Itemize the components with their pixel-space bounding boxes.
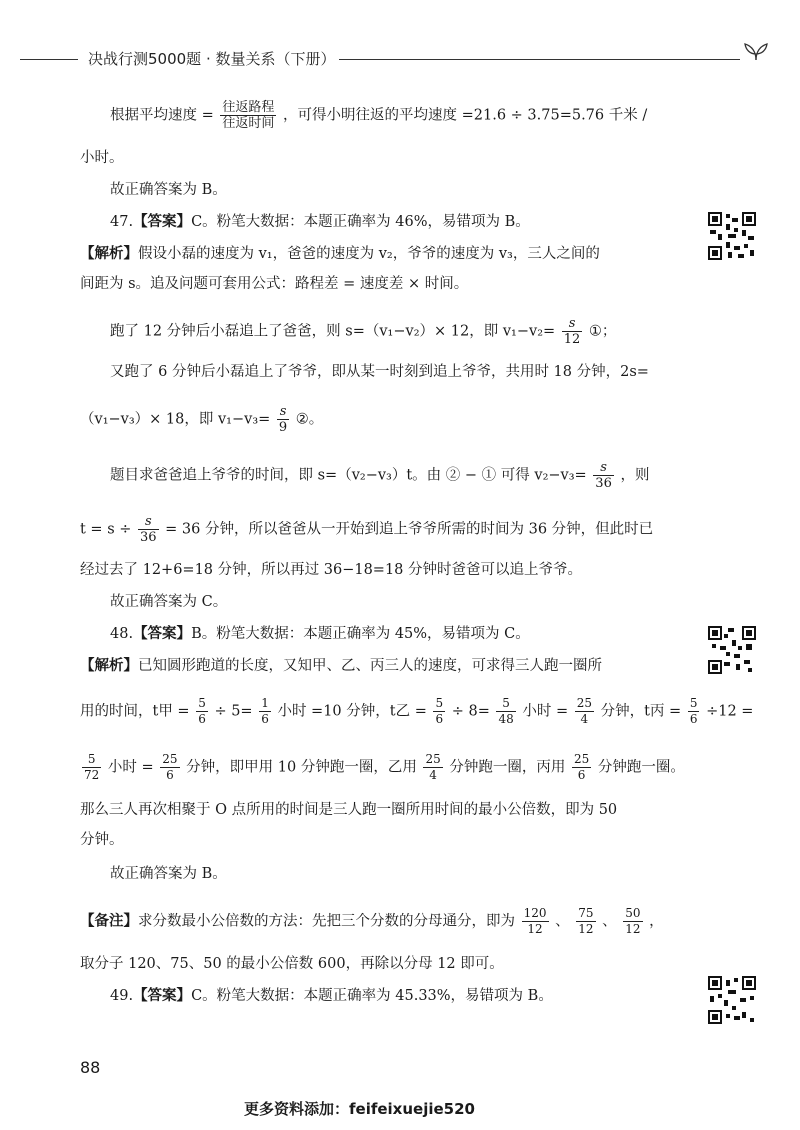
fraction: $\frac{s}{9}$ (278, 404, 288, 435)
text-line: $\frac{5}{72}$ 小时 = $\frac{25}{6}$ 分钟，即甲用 10 分钟跑一圈，乙用 $\frac{25}{4}$ 分钟跑一圈，丙用 $\frac{25}{6}$ 分钟跑一圈。 (84, 752, 685, 782)
running-header (0, 44, 760, 74)
fraction: $\frac{s}{12}$ (563, 316, 581, 347)
fraction: $\frac{25}{4}$ (576, 696, 593, 726)
text-line: 故正确答案为 B。 (110, 866, 227, 882)
fraction: $\frac{5}{6}$ (435, 696, 444, 726)
header-title: 决战行测5000题 · 数量关系（下册） (84, 48, 339, 69)
fraction: $\frac{5}{48}$ (498, 696, 514, 726)
fraction: $\frac{\text{往返路程}}{\text{往返时间}}$ (222, 100, 275, 131)
fraction: $\frac{75}{12}$ (578, 906, 594, 936)
fraction: $\frac{5}{6}$ (689, 696, 698, 726)
text-line: 分钟。 (80, 832, 124, 848)
note-line: 【备注】求分数最小公倍数的方法：先把三个分数的分母通分，即为 $\frac{120}{12}$ 、 $\frac{75}{12}$ 、 $\frac{50}{12}$ ， (80, 906, 664, 936)
page-number: 88 (80, 1058, 101, 1077)
leaf-icon (742, 40, 770, 62)
text-line: 又跑了 6 分钟后小磊追上了爷爷，即从某一时刻到追上爷爷，共用时 18 分钟，2s= (110, 364, 649, 380)
fraction: $\frac{5}{6}$ (198, 696, 206, 726)
fraction: $\frac{s}{36}$ (595, 460, 612, 491)
text-line: 小时。 (80, 150, 124, 166)
analysis-line: 【解析】已知圆形跑道的长度，又知甲、乙、丙三人的速度，可求得三人跑一圈所 (80, 658, 602, 674)
text-line: 跑了 12 分钟后小磊追上了爸爸，则 s=（v₁−v₂）× 12，即 v₁−v₂= $\frac{s}{12}$ ①； (110, 316, 617, 347)
qr-code-icon[interactable] (708, 976, 756, 1024)
text-line: 那么三人再次相聚于 O 点所用的时间是三人跑一圈所用时间的最小公倍数，即为 50 (80, 802, 618, 818)
analysis-line: 【解析】假设小磊的速度为 v₁，爸爸的速度为 v₂，爷爷的速度为 v₃，三人之间的 (80, 246, 600, 262)
answer-line-47: 47.【答案】C。粉笔大数据：本题正确率为 46%，易错项为 B。 (110, 214, 530, 230)
fraction: $\frac{50}{12}$ (625, 906, 641, 936)
header-rule-left (20, 59, 78, 60)
footer-note: 更多资料添加：feifeixuejie520 (244, 1100, 475, 1118)
fraction: $\frac{120}{12}$ (523, 906, 547, 936)
qr-code-icon[interactable] (708, 626, 756, 674)
answer-line-49: 49.【答案】C。粉笔大数据：本题正确率为 45.33%，易错项为 B。 (110, 988, 553, 1004)
fraction: $\frac{25}{4}$ (425, 752, 441, 782)
text-line: 间距为 s。追及问题可套用公式：路程差 = 速度差 × 时间。 (80, 276, 469, 292)
text-line: 取分子 120、75、50 的最小公倍数 600，再除以分母 12 即可。 (80, 956, 504, 972)
fraction: $\frac{1}{6}$ (261, 696, 269, 726)
text-line: 经过去了 12+6=18 分钟，所以再过 36−18=18 分钟时爸爸可以追上爷爷。 (80, 562, 583, 578)
qr-code-icon[interactable] (708, 212, 756, 260)
fraction: $\frac{25}{6}$ (162, 752, 178, 782)
text-line: 题目求爸爸追上爷爷的时间，即 s=（v₂−v₃）t。由 ② − ① 可得 v₂−v₃= $\frac{s}{36}$ ，则 (110, 460, 650, 491)
text-line: 用的时间，t甲 = $\frac{5}{6}$ ÷ 5= $\frac{1}{6}$ 小时 =10 分钟，t乙 = $\frac{5}{6}$ ÷ 8= $\frac{5}{48}$ 小时 = $\frac{25}{4}$ 分钟，t丙 = $\frac{5}{6}$ ÷12 = (80, 696, 754, 726)
text-line: 根据平均速度 = $\frac{\text{往返路程}}{\text{往返时间}}$ ，可得小明往返的平均速度 =21.6 ÷ 3.75=5.76 千米 / (110, 100, 648, 131)
text-line: t = s ÷ $\frac{s}{36}$ = 36 分钟，所以爸爸从一开始到追上爷爷所需的时间为 36 分钟，但此时已 (80, 514, 654, 545)
answer-line-48: 48.【答案】B。粉笔大数据：本题正确率为 45%，易错项为 C。 (110, 626, 530, 642)
text-line: 故正确答案为 C。 (110, 594, 228, 610)
fraction: $\frac{s}{36}$ (140, 514, 157, 545)
fraction: $\frac{25}{6}$ (573, 752, 590, 782)
fraction: $\frac{5}{72}$ (84, 752, 100, 782)
header-rule-right (320, 59, 740, 60)
text-line: 故正确答案为 B。 (110, 182, 227, 198)
text-line: （v₁−v₃）× 18，即 v₁−v₃= $\frac{s}{9}$ ②。 (80, 404, 324, 435)
